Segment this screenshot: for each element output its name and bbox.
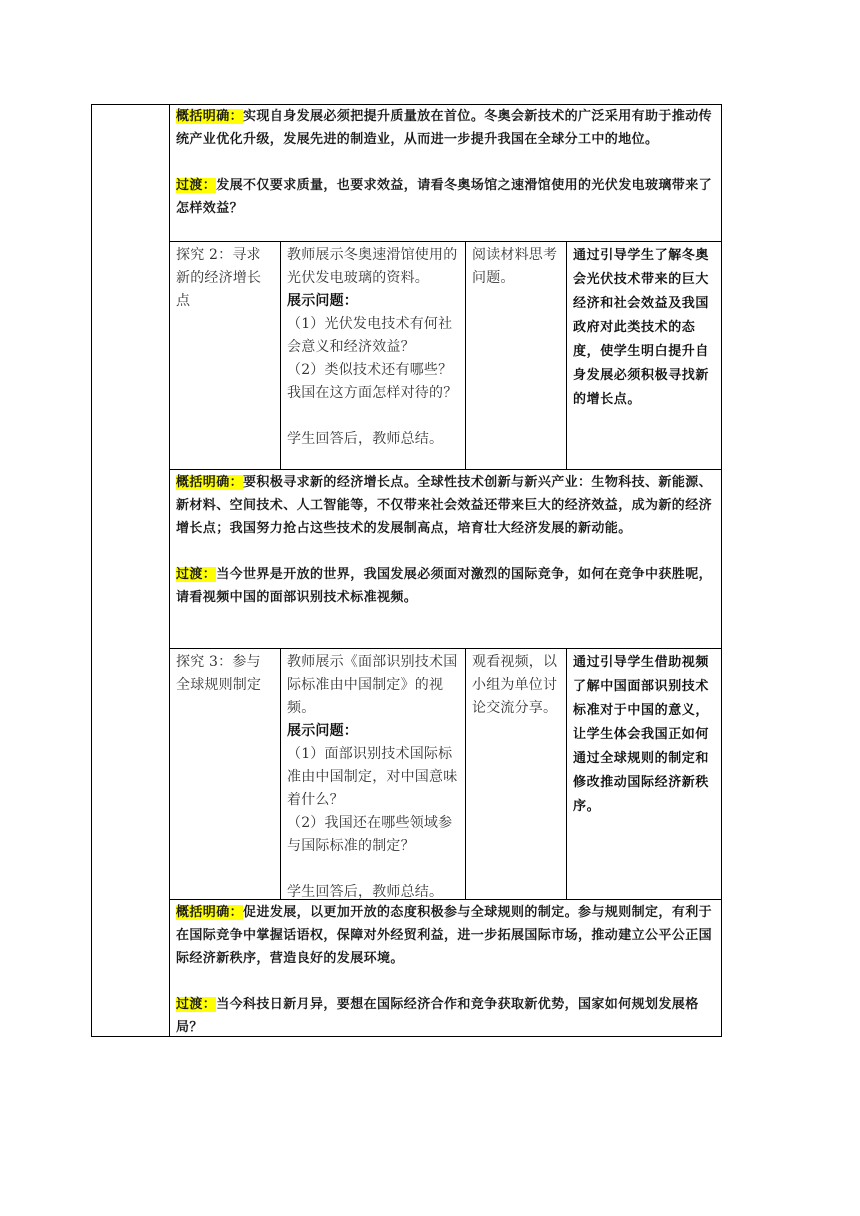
summary-cell-2 bbox=[169, 469, 722, 649]
transition-label: 过渡： bbox=[176, 178, 217, 193]
summary-text: 实现自身发展必须把提升质量放在首位。冬奥会新技术的广泛采用有助于推动传统产业优化升级，发展先进的制造业，从而进一步提升我国在全球分工中的地位。 bbox=[176, 109, 713, 147]
explore3-questions-label: 展示问题： bbox=[287, 723, 358, 739]
explore3-question-1: （1）面部识别技术国际标准由中国制定，对中国意味着什么？ bbox=[287, 746, 458, 808]
explore3-title: 探究 3：参与全球规则制定 bbox=[176, 654, 262, 693]
summary-text: 促进发展，以更加开放的态度积极参与全球规则的制定。参与规则制定，有利于在国际竞争中掌握话语权，保障对外经贸利益，进一步拓展国际市场，推动建立公平公正国际经济新秩序，营造良好的发展环境。 bbox=[176, 905, 713, 966]
transition-text: 当今世界是开放的世界，我国发展必须面对激烈的国际竞争，如何在竞争中获胜呢，请看视频中国的面部识别技术标准视频。 bbox=[176, 567, 713, 605]
left-column-cell bbox=[91, 104, 169, 1037]
transition-text: 当今科技日新月异，要想在国际经济合作和竞争获取新优势，国家如何规划发展格局？ bbox=[176, 997, 699, 1035]
explore2-student-cell bbox=[465, 241, 567, 470]
explore3-closing: 学生回答后，教师总结。 bbox=[287, 884, 444, 900]
explore2-objective: 通过引导学生了解冬奥会光伏技术带来的巨大经济和社会效益及我国政府对此类技术的态度，使学生明白提升自身发展必须积极寻找新的增长点。 bbox=[573, 248, 710, 407]
explore3-student-cell bbox=[465, 648, 567, 900]
transition-text: 发展不仅要求质量，也要求效益，请看冬奥场馆之速滑馆使用的光伏发电玻璃带来了怎样效益？ bbox=[176, 178, 713, 216]
explore2-teacher-intro: 教师展示冬奥速滑馆使用的光伏发电玻璃的资料。 bbox=[287, 247, 458, 286]
summary-cell-3 bbox=[169, 899, 722, 1037]
summary-text: 要积极寻求新的经济增长点。全球性技术创新与新兴产业：生物科技、新能源、新材料、空间技术、人工智能等，不仅带来社会效益还带来巨大的经济效益，成为新的经济增长点；我国努力抢占这些技术的发展制高点，培育壮大经济发展的新动能。 bbox=[176, 475, 713, 536]
summary-label: 概括明确： bbox=[176, 475, 244, 490]
explore2-objective-cell bbox=[566, 241, 722, 470]
explore2-questions-label: 展示问题： bbox=[287, 293, 358, 309]
explore3-teacher-cell bbox=[280, 648, 466, 900]
summary-cell-1 bbox=[169, 104, 722, 242]
transition-label: 过渡： bbox=[176, 567, 217, 582]
explore3-teacher-intro: 教师展示《面部识别技术国际标准由中国制定》的视频。 bbox=[287, 654, 458, 716]
explore2-title-cell bbox=[169, 241, 281, 470]
explore2-student-activity: 阅读材料思考问题。 bbox=[472, 247, 558, 286]
explore3-objective-cell bbox=[566, 648, 722, 900]
explore2-title: 探究 2：寻求新的经济增长点 bbox=[176, 247, 262, 309]
explore3-title-cell bbox=[169, 648, 281, 900]
explore2-question-2: （2）类似技术还有哪些？我国在这方面怎样对待的？ bbox=[287, 362, 458, 401]
explore2-closing: 学生回答后，教师总结。 bbox=[287, 431, 444, 447]
summary-label: 概括明确： bbox=[176, 905, 244, 920]
explore2-question-1: （1）光伏发电技术有何社会意义和经济效益？ bbox=[287, 316, 453, 355]
summary-label: 概括明确： bbox=[176, 109, 244, 124]
explore3-question-2: （2）我国还在哪些领域参与国际标准的制定？ bbox=[287, 815, 453, 854]
explore2-teacher-cell bbox=[280, 241, 466, 470]
explore3-student-activity: 观看视频，以小组为单位讨论交流分享。 bbox=[472, 654, 558, 716]
explore3-objective: 通过引导学生借助视频了解中国面部识别技术标准对于中国的意义，让学生体会我国正如何通过全球规则的制定和修改推动国际经济新秩序。 bbox=[573, 655, 710, 814]
transition-label: 过渡： bbox=[176, 997, 217, 1012]
